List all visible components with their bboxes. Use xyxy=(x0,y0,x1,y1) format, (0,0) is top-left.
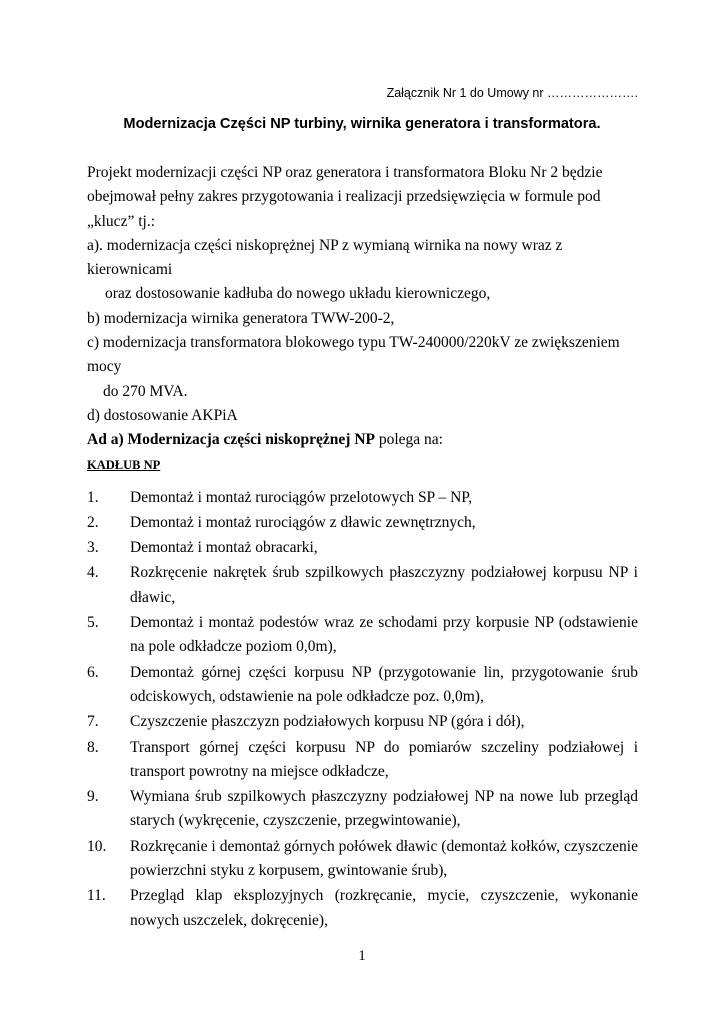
item-text: Demontaż i montaż podestów wraz ze schodami przy korpusie NP (odstawienie na pole odkładcze poziom 0,0m), xyxy=(130,614,638,656)
list-item xyxy=(87,785,638,834)
task-list xyxy=(87,486,638,933)
scope-c-line-2: do 270 MVA. xyxy=(103,382,188,400)
item-text: Demontaż i montaż rurociągów przelotowych SP – NP, xyxy=(130,488,473,506)
item-number: 3. xyxy=(87,539,99,557)
item-text: Rozkręcanie i demontaż górnych połówek dławic (demontaż kołków, czyszczenie powierzchni styku z korpusem, gwintowanie śrub), xyxy=(130,837,638,880)
page-number: 1 xyxy=(358,948,366,964)
item-number: 1. xyxy=(87,488,99,506)
item-text: Czyszczenie płaszczyzn podziałowych korpusu NP (góra i dół), xyxy=(130,713,525,731)
item-text: Demontaż i montaż rurociągów z dławic zewnętrznych, xyxy=(130,513,476,531)
item-number: 5. xyxy=(87,614,99,632)
scope-c-line-1: c) modernizacja transformatora blokowego typu TW-240000/220kV ze zwiększeniem mocy xyxy=(87,334,620,376)
item-number: 8. xyxy=(87,738,99,756)
ad-a-bold: Ad a) Modernizacja części niskoprężnej NP xyxy=(87,431,375,449)
item-number: 4. xyxy=(87,564,99,582)
list-item xyxy=(87,710,638,734)
item-number: 6. xyxy=(87,663,99,681)
item-text: Przegląd klap eksplozyjnych (rozkręcanie, mycie, czyszczenie, wykonanie nowych uszczelek, dokręcenie), xyxy=(130,887,638,929)
list-item xyxy=(87,661,638,710)
ad-a-rest: polega na: xyxy=(374,431,443,449)
item-text: Demontaż górnej części korpusu NP (przygotowanie lin, przygotowanie śrub odciskowych, odstawienie na pole odkładcze poz. 0,0m), xyxy=(130,663,638,705)
item-number: 2. xyxy=(87,513,99,531)
item-number: 11. xyxy=(87,887,106,905)
list-item xyxy=(87,611,638,660)
list-item xyxy=(87,486,638,510)
scope-b: b) modernizacja wirnika generatora TWW-200-2, xyxy=(87,309,395,327)
list-item xyxy=(87,835,638,884)
ad-a-heading xyxy=(87,428,638,452)
list-item xyxy=(87,736,638,785)
document-title: Modernizacja Części NP turbiny, wirnika generatora i transformatora. xyxy=(123,116,601,132)
scope-a-line-1: a). modernizacja części niskoprężnej NP z wymianą wirnika na nowy wraz z kierownicami xyxy=(87,236,563,279)
intro-line-1: Projekt modernizacji części NP oraz generatora i transformatora Bloku Nr 2 będzie xyxy=(87,164,603,181)
item-text: Wymiana śrub szpilkowych płaszczyzny podziałowej NP na nowe lub przegląd starych (wykręcenie, czyszczenie, przegwintowanie), xyxy=(130,788,638,830)
item-number: 10. xyxy=(87,837,107,855)
list-item xyxy=(87,561,638,610)
intro-line-2: obejmował pełny zakres przygotowania i realizacji przedsięwzięcia w formule pod „klucz” tj.: xyxy=(87,188,601,230)
document-body xyxy=(87,161,638,934)
list-item xyxy=(87,511,638,535)
list-item xyxy=(87,884,638,933)
scope-a-line-2: oraz dostosowanie kadłuba do nowego układu kierowniczego, xyxy=(105,285,491,303)
section-title: KADŁUB NP xyxy=(87,457,161,472)
list-item xyxy=(87,536,638,560)
annex-reference: Załącznik Nr 1 do Umowy nr …………………. xyxy=(386,86,638,100)
scope-d: d) dostosowanie AKPiA xyxy=(87,406,238,424)
item-number: 9. xyxy=(87,788,99,806)
item-text: Rozkręcenie nakrętek śrub szpilkowych płaszczyzny podziałowej korpusu NP i dławic, xyxy=(130,564,638,606)
item-text: Demontaż i montaż obracarki, xyxy=(130,539,318,557)
item-text: Transport górnej części korpusu NP do pomiarów szczeliny podziałowej i transport powrotny na miejsce odkładcze, xyxy=(130,738,638,780)
item-number: 7. xyxy=(87,713,99,731)
